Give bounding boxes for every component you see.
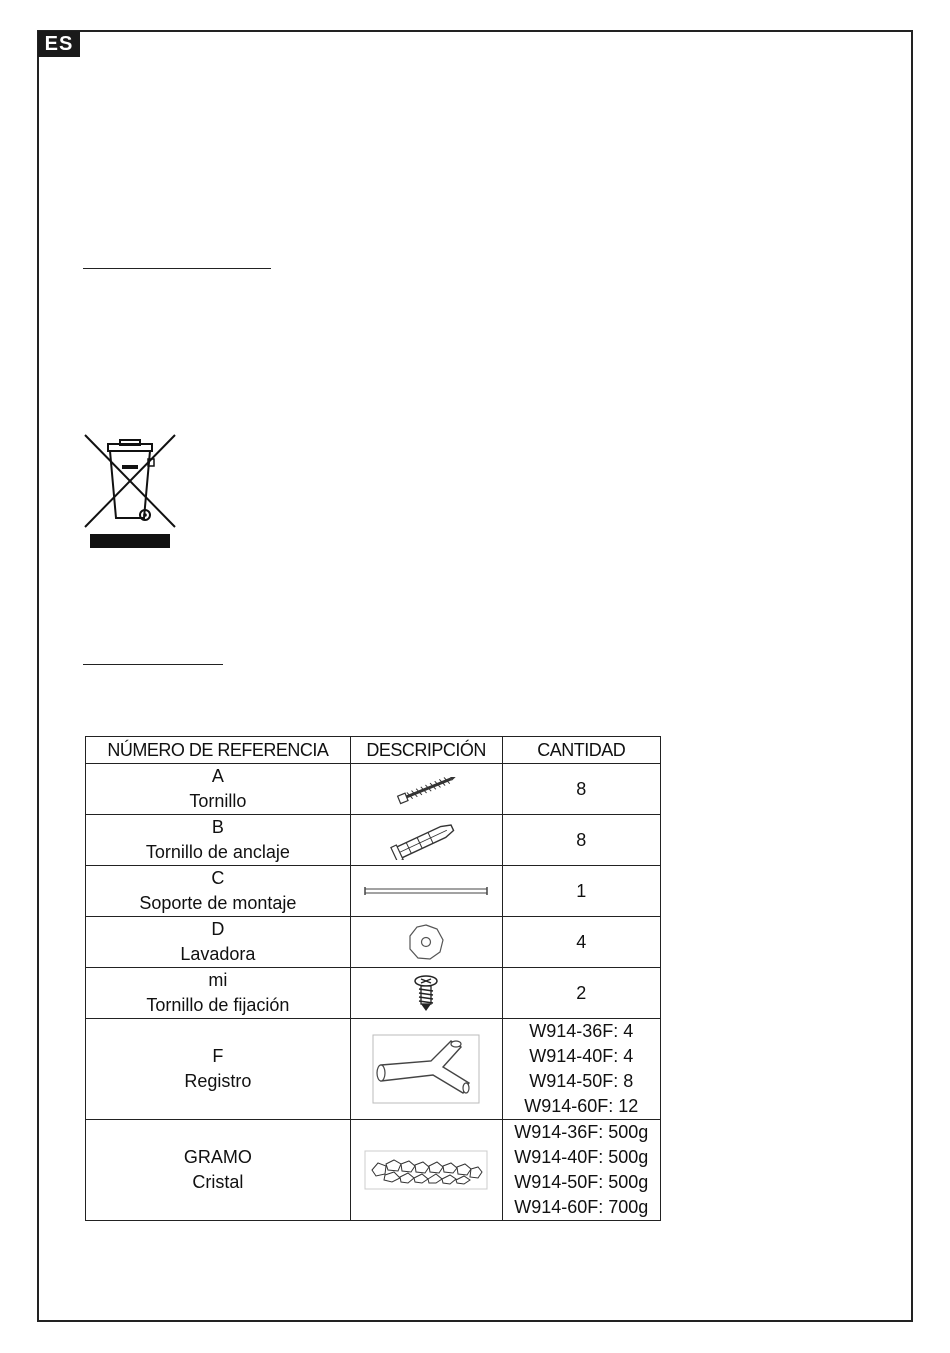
description-cell (350, 866, 502, 917)
header-quantity: CANTIDAD (502, 737, 660, 764)
header-description: DESCRIPCIÓN (350, 737, 502, 764)
table-row (86, 815, 661, 866)
part-code: C (211, 868, 225, 888)
table-row (86, 764, 661, 815)
part-code: D (211, 919, 225, 939)
quantity-cell (502, 1120, 660, 1221)
part-name: Tornillo de fijación (146, 995, 290, 1015)
part-code: B (211, 817, 224, 837)
quantity-value: W914-60F: 12 (524, 1096, 639, 1116)
part-code: mi (208, 970, 228, 990)
fixing-screw-icon (411, 973, 441, 1013)
table-header-row (86, 737, 661, 764)
description-cell (350, 1019, 502, 1120)
section-underline (83, 268, 271, 269)
quantity-value: 2 (576, 982, 587, 1003)
quantity-value: W914-50F: 8 (529, 1071, 634, 1091)
quantity-value: W914-40F: 500g (514, 1147, 649, 1167)
anchor-plug-icon (389, 820, 463, 860)
quantity-value: W914-60F: 700g (514, 1197, 649, 1217)
part-name: Lavadora (180, 944, 256, 964)
quantity-value: 4 (576, 931, 587, 952)
reference-cell (86, 1120, 351, 1221)
part-name: Cristal (192, 1172, 244, 1192)
description-cell (350, 764, 502, 815)
quantity-cell (502, 1019, 660, 1120)
part-name: Tornillo (189, 791, 247, 811)
quantity-value: 1 (576, 880, 587, 901)
reference-cell (86, 815, 351, 866)
log-icon (371, 1033, 481, 1105)
quantity-value: W914-40F: 4 (529, 1046, 634, 1066)
quantity-value: W914-36F: 500g (514, 1122, 649, 1142)
reference-cell (86, 866, 351, 917)
reference-cell (86, 968, 351, 1019)
quantity-value: 8 (576, 829, 587, 850)
quantity-cell (502, 764, 660, 815)
description-cell (350, 815, 502, 866)
washer-icon (406, 922, 446, 962)
part-code: F (212, 1046, 224, 1066)
part-name: Soporte de montaje (139, 893, 297, 913)
quantity-cell (502, 917, 660, 968)
part-name: Tornillo de anclaje (145, 842, 290, 862)
description-cell (350, 917, 502, 968)
parts-table (85, 736, 661, 1221)
language-tag: ES (38, 31, 80, 57)
quantity-value: 8 (576, 778, 587, 799)
table-row (86, 1120, 661, 1221)
section-underline (83, 664, 223, 665)
quantity-cell (502, 866, 660, 917)
quantity-cell (502, 968, 660, 1019)
reference-cell (86, 764, 351, 815)
reference-cell (86, 917, 351, 968)
weee-crossed-bin-icon (82, 432, 178, 552)
quantity-value: W914-50F: 500g (514, 1172, 649, 1192)
mounting-bracket-icon (361, 884, 491, 898)
header-reference: NÚMERO DE REFERENCIA (86, 737, 351, 764)
table-row (86, 866, 661, 917)
table-row (86, 917, 661, 968)
part-code: A (211, 766, 224, 786)
reference-cell (86, 1019, 351, 1120)
table-row (86, 968, 661, 1019)
description-cell (350, 968, 502, 1019)
part-name: Registro (184, 1071, 252, 1091)
crystal-glass-icon (364, 1150, 488, 1190)
quantity-cell (502, 815, 660, 866)
table-row (86, 1019, 661, 1120)
description-cell (350, 1120, 502, 1221)
screw-icon (391, 771, 461, 807)
part-code: GRAMO (183, 1147, 252, 1167)
quantity-value: W914-36F: 4 (529, 1021, 634, 1041)
